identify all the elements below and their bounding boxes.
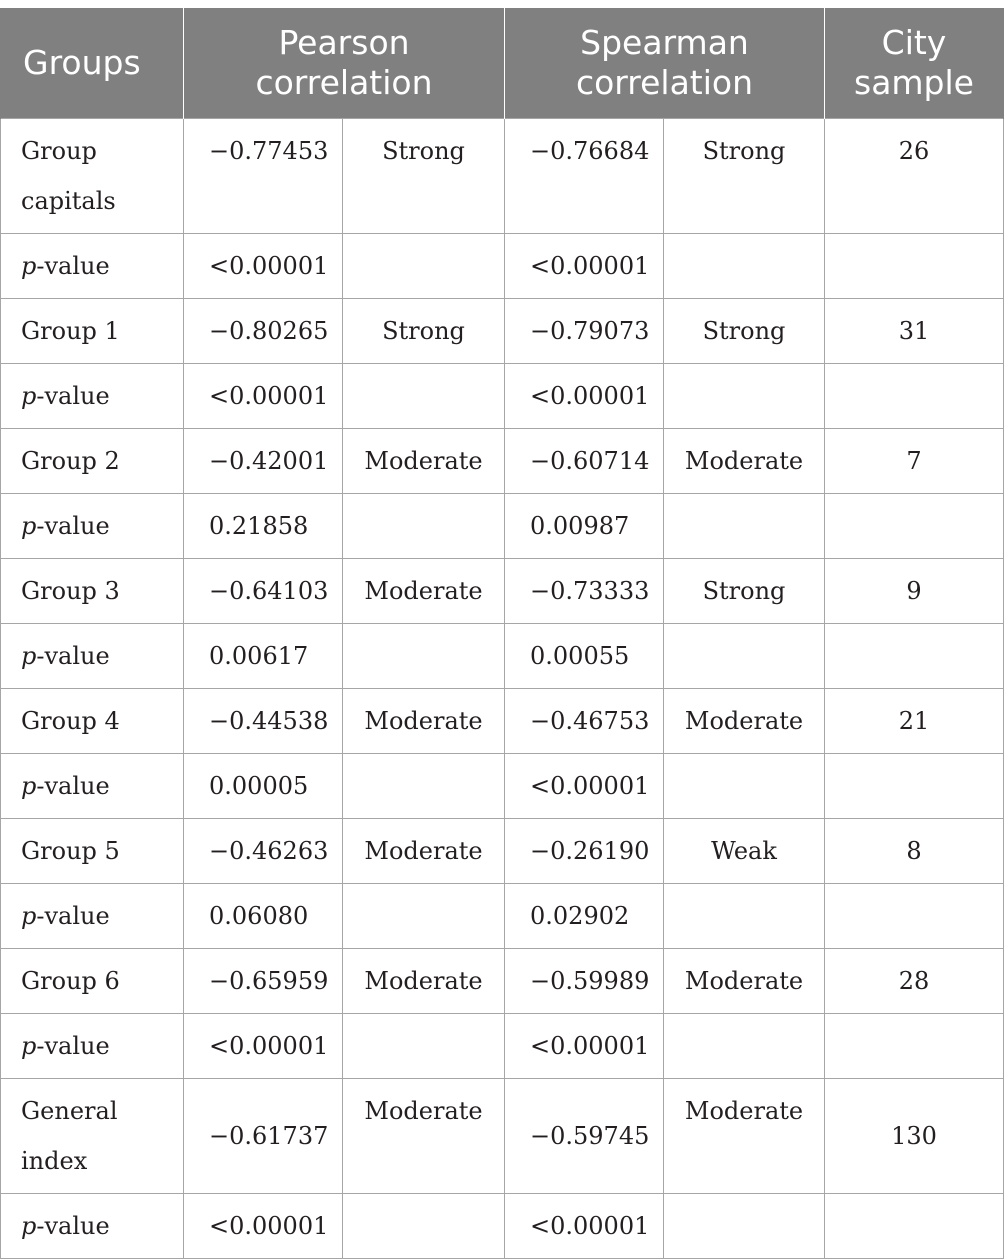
header-pearson: Pearson correlation	[184, 8, 505, 118]
p-value-label	[1, 753, 184, 818]
pearson-p-value: 0.00617	[184, 623, 343, 688]
empty-cell	[664, 753, 825, 818]
p-label-rest: -value	[36, 901, 110, 930]
empty-cell	[825, 623, 1004, 688]
spearman-strength: Moderate	[664, 688, 825, 753]
p-label-rest: -value	[36, 511, 110, 540]
city-sample-value: 21	[825, 688, 1004, 753]
empty-cell	[825, 363, 1004, 428]
table-row	[1, 883, 1004, 948]
pearson-value: −0.42001	[184, 428, 343, 493]
spearman-p-value: 0.00987	[505, 493, 664, 558]
p-value-label	[1, 493, 184, 558]
city-sample-value: 9	[825, 558, 1004, 623]
spearman-value: −0.59989	[505, 948, 664, 1013]
spearman-strength: Moderate	[664, 948, 825, 1013]
p-value-label	[1, 363, 184, 428]
pearson-p-value: <0.00001	[184, 1013, 343, 1078]
table-row	[1, 1193, 1004, 1258]
empty-cell	[664, 623, 825, 688]
table-row	[1, 1078, 1004, 1193]
p-label-italic: p	[21, 641, 37, 670]
spearman-value: −0.59745	[505, 1078, 664, 1193]
pearson-strength: Moderate	[343, 1078, 505, 1193]
pearson-strength: Moderate	[343, 688, 505, 753]
pearson-strength: Moderate	[343, 428, 505, 493]
empty-cell	[343, 1013, 505, 1078]
pearson-p-value: <0.00001	[184, 1193, 343, 1258]
pearson-strength: Strong	[343, 118, 505, 233]
empty-cell	[664, 233, 825, 298]
table-body	[1, 118, 1004, 1258]
spearman-p-value: 0.00055	[505, 623, 664, 688]
empty-cell	[825, 883, 1004, 948]
empty-cell	[664, 1193, 825, 1258]
spearman-p-value: <0.00001	[505, 753, 664, 818]
table-row	[1, 363, 1004, 428]
empty-cell	[664, 883, 825, 948]
spearman-strength: Strong	[664, 298, 825, 363]
p-value-label	[1, 233, 184, 298]
spearman-strength: Strong	[664, 558, 825, 623]
group-label: Group 5	[1, 818, 184, 883]
table-row	[1, 428, 1004, 493]
empty-cell	[343, 233, 505, 298]
table-row	[1, 818, 1004, 883]
pearson-value: −0.46263	[184, 818, 343, 883]
p-label-italic: p	[21, 771, 37, 800]
spearman-value: −0.60714	[505, 428, 664, 493]
p-label-rest: -value	[36, 641, 110, 670]
empty-cell	[664, 493, 825, 558]
spearman-p-value: <0.00001	[505, 233, 664, 298]
city-sample-value: 31	[825, 298, 1004, 363]
table-row	[1, 233, 1004, 298]
spearman-value: −0.46753	[505, 688, 664, 753]
pearson-value: −0.44538	[184, 688, 343, 753]
table-row	[1, 948, 1004, 1013]
city-sample-value: 7	[825, 428, 1004, 493]
pearson-value: −0.80265	[184, 298, 343, 363]
p-value-label	[1, 1193, 184, 1258]
header-groups: Groups	[1, 8, 184, 118]
pearson-strength: Moderate	[343, 948, 505, 1013]
p-label-rest: -value	[36, 1031, 110, 1060]
empty-cell	[343, 363, 505, 428]
empty-cell	[825, 493, 1004, 558]
spearman-value: −0.76684	[505, 118, 664, 233]
p-label-rest: -value	[36, 251, 110, 280]
city-sample-value: 28	[825, 948, 1004, 1013]
pearson-strength: Moderate	[343, 818, 505, 883]
group-label: Group 4	[1, 688, 184, 753]
spearman-value: −0.79073	[505, 298, 664, 363]
table-row	[1, 753, 1004, 818]
group-label: Group capitals	[1, 118, 184, 233]
empty-cell	[664, 363, 825, 428]
p-label-rest: -value	[36, 771, 110, 800]
city-sample-value: 8	[825, 818, 1004, 883]
group-label: Group 3	[1, 558, 184, 623]
table-row	[1, 493, 1004, 558]
pearson-value: −0.77453	[184, 118, 343, 233]
pearson-value: −0.65959	[184, 948, 343, 1013]
pearson-strength: Moderate	[343, 558, 505, 623]
group-label: Group 2	[1, 428, 184, 493]
empty-cell	[825, 753, 1004, 818]
header-city-sample: City sample	[825, 8, 1004, 118]
spearman-p-value: <0.00001	[505, 1193, 664, 1258]
table-row	[1, 1013, 1004, 1078]
p-value-label	[1, 883, 184, 948]
empty-cell	[343, 883, 505, 948]
p-label-rest: -value	[36, 381, 110, 410]
pearson-strength: Strong	[343, 298, 505, 363]
empty-cell	[343, 1193, 505, 1258]
p-label-italic: p	[21, 381, 37, 410]
p-value-label	[1, 1013, 184, 1078]
spearman-value: −0.73333	[505, 558, 664, 623]
p-label-rest: -value	[36, 1211, 110, 1240]
pearson-value: −0.64103	[184, 558, 343, 623]
p-label-italic: p	[21, 251, 37, 280]
correlation-table	[0, 8, 1004, 1259]
p-label-italic: p	[21, 901, 37, 930]
pearson-value: −0.61737	[184, 1078, 343, 1193]
pearson-p-value: <0.00001	[184, 363, 343, 428]
spearman-value: −0.26190	[505, 818, 664, 883]
group-label: General index	[1, 1078, 184, 1193]
p-label-italic: p	[21, 511, 37, 540]
spearman-strength: Weak	[664, 818, 825, 883]
table-row	[1, 558, 1004, 623]
table-row	[1, 298, 1004, 363]
table-row	[1, 118, 1004, 233]
empty-cell	[825, 1193, 1004, 1258]
pearson-p-value: 0.21858	[184, 493, 343, 558]
spearman-strength: Moderate	[664, 428, 825, 493]
empty-cell	[343, 753, 505, 818]
p-value-label	[1, 623, 184, 688]
empty-cell	[343, 493, 505, 558]
spearman-p-value: <0.00001	[505, 363, 664, 428]
header-spearman: Spearman correlation	[505, 8, 825, 118]
p-label-italic: p	[21, 1211, 37, 1240]
spearman-p-value: <0.00001	[505, 1013, 664, 1078]
group-label: Group 6	[1, 948, 184, 1013]
city-sample-value: 130	[825, 1078, 1004, 1193]
spearman-strength: Moderate	[664, 1078, 825, 1193]
pearson-p-value: <0.00001	[184, 233, 343, 298]
empty-cell	[825, 1013, 1004, 1078]
empty-cell	[664, 1013, 825, 1078]
empty-cell	[343, 623, 505, 688]
table-row	[1, 623, 1004, 688]
table-row	[1, 688, 1004, 753]
spearman-p-value: 0.02902	[505, 883, 664, 948]
pearson-p-value: 0.06080	[184, 883, 343, 948]
group-label: Group 1	[1, 298, 184, 363]
city-sample-value: 26	[825, 118, 1004, 233]
pearson-p-value: 0.00005	[184, 753, 343, 818]
table-header	[1, 8, 1004, 118]
p-label-italic: p	[21, 1031, 37, 1060]
spearman-strength: Strong	[664, 118, 825, 233]
empty-cell	[825, 233, 1004, 298]
